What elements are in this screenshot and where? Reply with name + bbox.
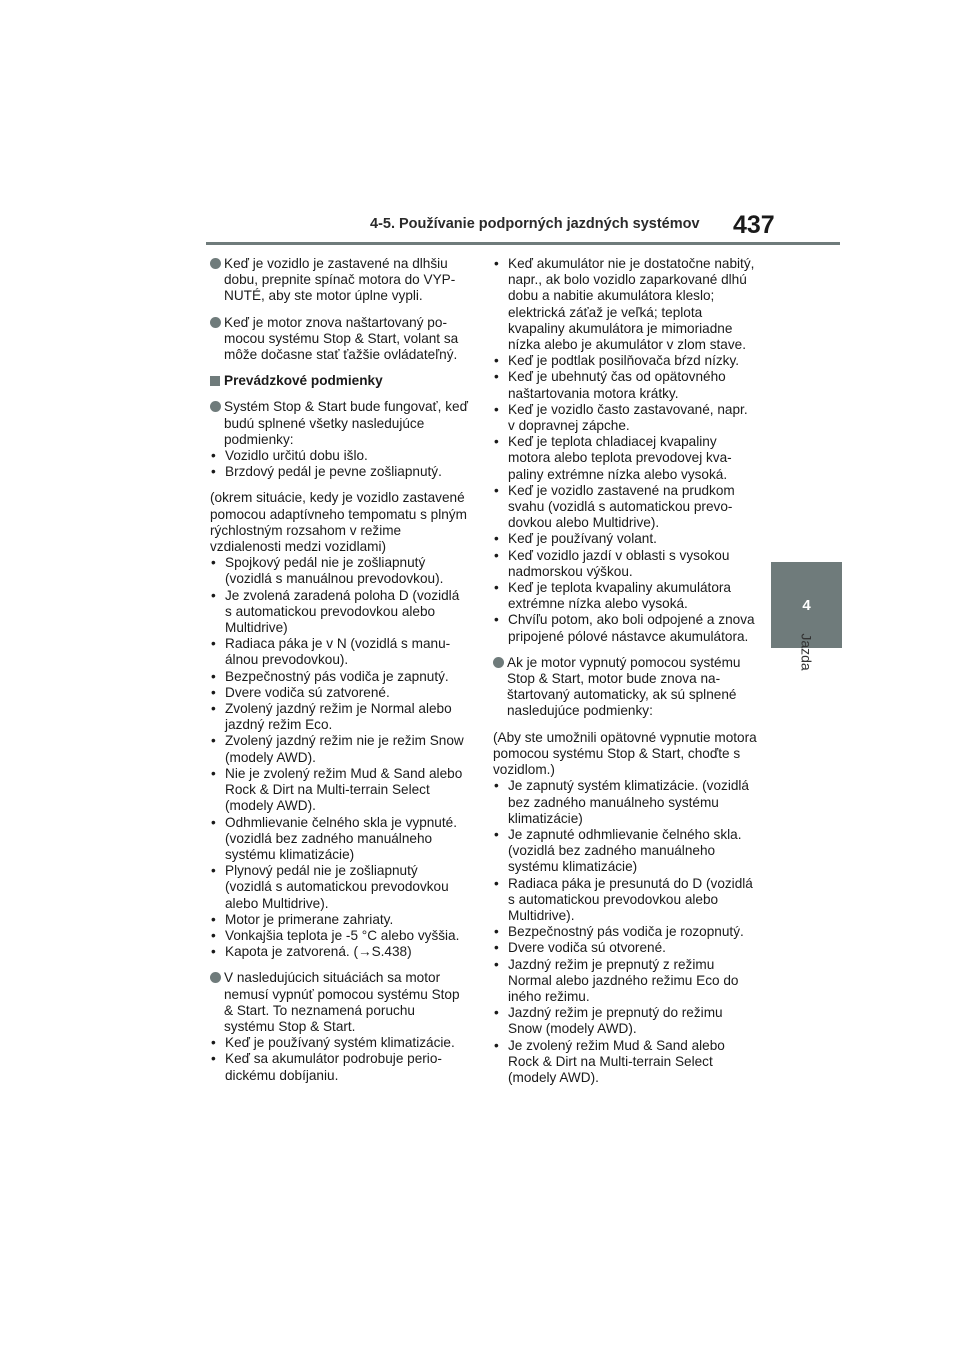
chapter-label-text: Jazda [799, 633, 816, 671]
paragraph-text: (Aby ste umožnili opätovné vypnutie motora pomocou systému Stop & Start, choďte s vozidlom.) [493, 729, 757, 778]
bullet-list [210, 448, 468, 480]
list-item: • Brzdový pedál je pevne zošliapnutý. [210, 464, 468, 480]
page-number: 437 [733, 211, 775, 239]
list-item: • Motor je primerane zahriaty. [210, 912, 468, 928]
circle-bullet-icon [493, 657, 504, 668]
paragraph-text: Ak je motor vypnutý pomocou systému Stop & Start, motor bude znova naštartovaný automaticky, ak sú splnené nasledujúce podmienky: [507, 654, 741, 719]
list-item: • Keď vozidlo jazdí v oblasti s vysokou nadmorskou výškou. [493, 548, 757, 580]
list-item: • Keď je vozidlo zastavené na prudkom svahu (vozidlá s automatickou prevodovkou alebo Multidrive). [493, 483, 757, 532]
paragraph [493, 655, 757, 720]
square-bullet-icon [210, 376, 220, 386]
bullet-list [210, 1035, 468, 1084]
list-item: • Keď je teplota chladiacej kvapaliny motora alebo teplota prevodovej kvapaliny extrémne nízka alebo vysoká. [493, 434, 757, 483]
paragraph [210, 256, 468, 305]
list-item: • Dvere vodiča sú zatvorené. [210, 685, 468, 701]
chapter-number: 4 [802, 596, 811, 614]
circle-bullet-icon [210, 972, 221, 983]
paragraph-text: (okrem situácie, kedy je vozidlo zastavené pomocou adaptívneho tempomatu s plným rýchlostným rozsahom v režime vzdialenosti medzi vozidlami) [210, 490, 467, 555]
list-item: • Vozidlo určitú dobu išlo. [210, 448, 468, 464]
list-item: • Keď akumulátor nie je dostatočne nabitý, napr., ak bolo vozidlo zaparkované dlhú dobu a nabitie akumulátora kleslo; elektrická záťaž je veľká; teplota kvapaliny akumulátora je mimoriadne nízka alebo je akumulátor v zlom stave. [493, 256, 757, 353]
right-column [493, 256, 757, 1096]
list-item: • Odhmlievanie čelného skla je vypnuté. (vozidlá bez zadného manuálneho systému klimatizácie) [210, 815, 468, 864]
paragraph [210, 315, 468, 364]
list-item: • Keď je používaný volant. [493, 531, 757, 547]
subsection-heading [210, 373, 468, 389]
list-item: • Radiaca páka je v N (vozidlá s manuálnou prevodovkou). [210, 636, 468, 668]
list-item: • Keď je vozidlo často zastavované, napr. v dopravnej zápche. [493, 402, 757, 434]
section-title: 4-5. Používanie podporných jazdných systémov [370, 216, 700, 232]
list-item: • Keď je teplota kvapaliny akumulátora extrémne nízka alebo vysoká. [493, 580, 757, 612]
list-item: • Bezpečnostný pás vodiča je rozopnutý. [493, 924, 757, 940]
list-item: • Radiaca páka je presunutá do D (vozidlá s automatickou prevodovkou alebo Multidrive). [493, 876, 757, 925]
list-item: • Bezpečnostný pás vodiča je zapnutý. [210, 669, 468, 685]
list-item: • Dvere vodiča sú otvorené. [493, 940, 757, 956]
chapter-label [796, 632, 818, 672]
left-column [210, 256, 468, 1094]
list-item: • Vonkajšia teplota je -5 °C alebo vyššia. [210, 928, 468, 944]
list-item: • Jazdný režim je prepnutý do režimu Snow (modely AWD). [493, 1005, 757, 1037]
list-item: • Chvíľu potom, ako boli odpojené a znova pripojené pólové nástavce akumulátora. [493, 612, 757, 644]
bullet-list [210, 555, 468, 960]
list-item: • Kapota je zatvorená. (→S.438) [210, 944, 468, 960]
list-item: • Keď sa akumulátor podrobuje periodickému dobíjaniu. [210, 1051, 468, 1083]
paragraph-text: Keď je motor znova naštartovaný pomocou systému Stop & Start, volant sa môže dočasne stať ťažšie ovládateľný. [224, 314, 459, 363]
list-item: • Je zvolená zaradená poloha D (vozidlá s automatickou prevodovkou alebo Multidrive) [210, 588, 468, 637]
paragraph-text: V nasledujúcich situáciách sa motor nemusí vypnúť pomocou systému Stop & Start. To neznamená poruchu systému Stop & Start. [224, 970, 460, 1034]
list-item: • Spojkový pedál nie je zošliapnutý (vozidlá s manuálnou prevodovkou). [210, 555, 468, 587]
list-item: • Keď je ubehnutý čas od opätovného naštartovania motora krátky. [493, 369, 757, 401]
list-item: • Je zapnutý systém klimatizácie. (vozidlá bez zadného manuálneho systému klimatizácie) [493, 778, 757, 827]
list-item: • Zvolený jazdný režim nie je režim Snow (modely AWD). [210, 733, 468, 765]
list-item: • Keď je podtlak posilňovača bŕzd nízky. [493, 353, 757, 369]
paragraph-text: Systém Stop & Start bude fungovať, keď budú splnené všetky nasledujúce podmienky: [224, 399, 468, 447]
bullet-list [493, 778, 757, 1086]
bullet-list [493, 256, 757, 645]
list-item: • Nie je zvolený režim Mud & Sand alebo Rock & Dirt na Multi-terrain Select (modely AWD). [210, 766, 468, 815]
list-item: • Je zapnuté odhmlievanie čelného skla. (vozidlá bez zadného manuálneho systému klimatizácie) [493, 827, 757, 876]
paragraph [210, 399, 468, 448]
list-item: • Zvolený jazdný režim je Normal alebo jazdný režim Eco. [210, 701, 468, 733]
header-divider [206, 242, 840, 245]
list-item: • Je zvolený režim Mud & Sand alebo Rock & Dirt na Multi-terrain Select (modely AWD). [493, 1038, 757, 1087]
circle-bullet-icon [210, 317, 221, 328]
heading-text: Prevádzkové podmienky [224, 373, 383, 389]
circle-bullet-icon [210, 258, 221, 269]
paragraph-text: Keď je vozidlo je zastavené na dlhšiu dobu, prepnite spínač motora do VYPNUTÉ, aby ste motor úplne vypli. [224, 256, 456, 304]
paragraph [210, 970, 468, 1035]
list-item: • Keď je používaný systém klimatizácie. [210, 1035, 468, 1051]
list-item: • Plynový pedál nie je zošliapnutý (vozidlá s automatickou prevodovkou alebo Multidrive). [210, 863, 468, 912]
list-item: • Jazdný režim je prepnutý z režimu Normal alebo jazdného režimu Eco do iného režimu. [493, 957, 757, 1006]
circle-bullet-icon [210, 401, 221, 412]
